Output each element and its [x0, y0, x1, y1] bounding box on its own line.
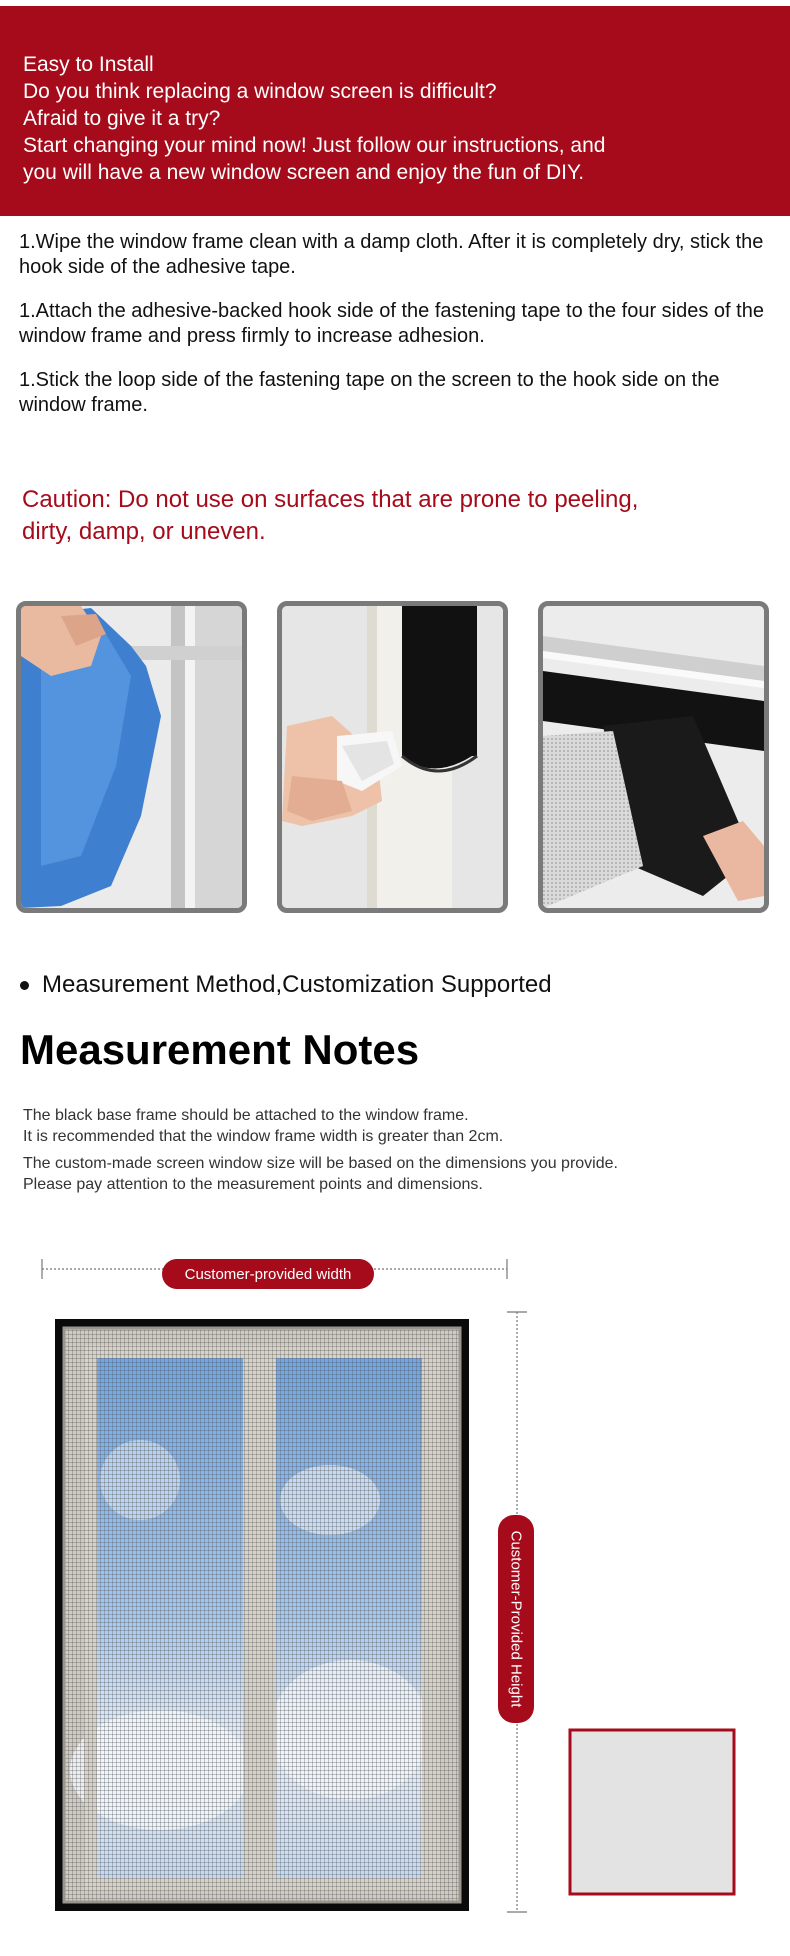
bullet-text: Measurement Method,Customization Supported: [42, 971, 552, 998]
step-3-text: 1.Stick the loop side of the fastening tape on the screen to the hook side on the window frame.: [19, 369, 720, 416]
frame-sample-square: [570, 1730, 734, 1894]
measurement-diagram: [0, 1250, 790, 1956]
caution-line: Caution: Do not use on surfaces that are prone to peeling,: [22, 486, 639, 513]
installation-steps: [19, 230, 779, 437]
width-label-badge: [162, 1259, 374, 1289]
note-line: The custom-made screen window size will be based on the dimensions you provide.: [23, 1155, 618, 1172]
banner-text-line: you will have a new window screen and enjoy the fun of DIY.: [23, 161, 585, 184]
sticking-screen-photo: [538, 601, 769, 913]
note-line: It is recommended that the window frame width is greater than 2cm.: [23, 1128, 504, 1145]
step-1-text: 1.Wipe the window frame clean with a damp cloth. After it is completely dry, stick the hook side of the adhesive tape.: [19, 231, 764, 278]
measurement-notes: [23, 1105, 743, 1195]
bullet-icon: [20, 981, 29, 990]
step-2-text: 1.Attach the adhesive-backed hook side of the fastening tape to the four sides of the window frame and press firmly to increase adhesion.: [19, 300, 764, 347]
banner-heading: Easy to Install: [23, 53, 154, 76]
install-banner: [0, 6, 790, 216]
note-line: Please pay attention to the measurement points and dimensions.: [23, 1176, 483, 1193]
caution-notice: [22, 484, 722, 548]
banner-text-line: Do you think replacing a window screen is difficult?: [23, 80, 497, 103]
banner-text-line: Afraid to give it a try?: [23, 107, 221, 130]
wiping-cloth-photo: [16, 601, 247, 913]
note-line: The black base frame should be attached to the window frame.: [23, 1107, 469, 1124]
measurement-bullet: [20, 970, 552, 1000]
height-label: Customer-Provided Height: [507, 1530, 525, 1708]
caution-line: dirty, damp, or uneven.: [22, 518, 266, 545]
step-photos: [16, 601, 776, 913]
height-label-badge: [498, 1515, 534, 1723]
measurement-notes-title: Measurement Notes: [20, 1026, 420, 1073]
attaching-tape-photo: [277, 601, 508, 913]
window-screen-illustration: [55, 1319, 469, 1911]
width-label: Customer-provided width: [184, 1265, 352, 1283]
banner-text-line: Start changing your mind now! Just follow our instructions, and: [23, 134, 606, 157]
